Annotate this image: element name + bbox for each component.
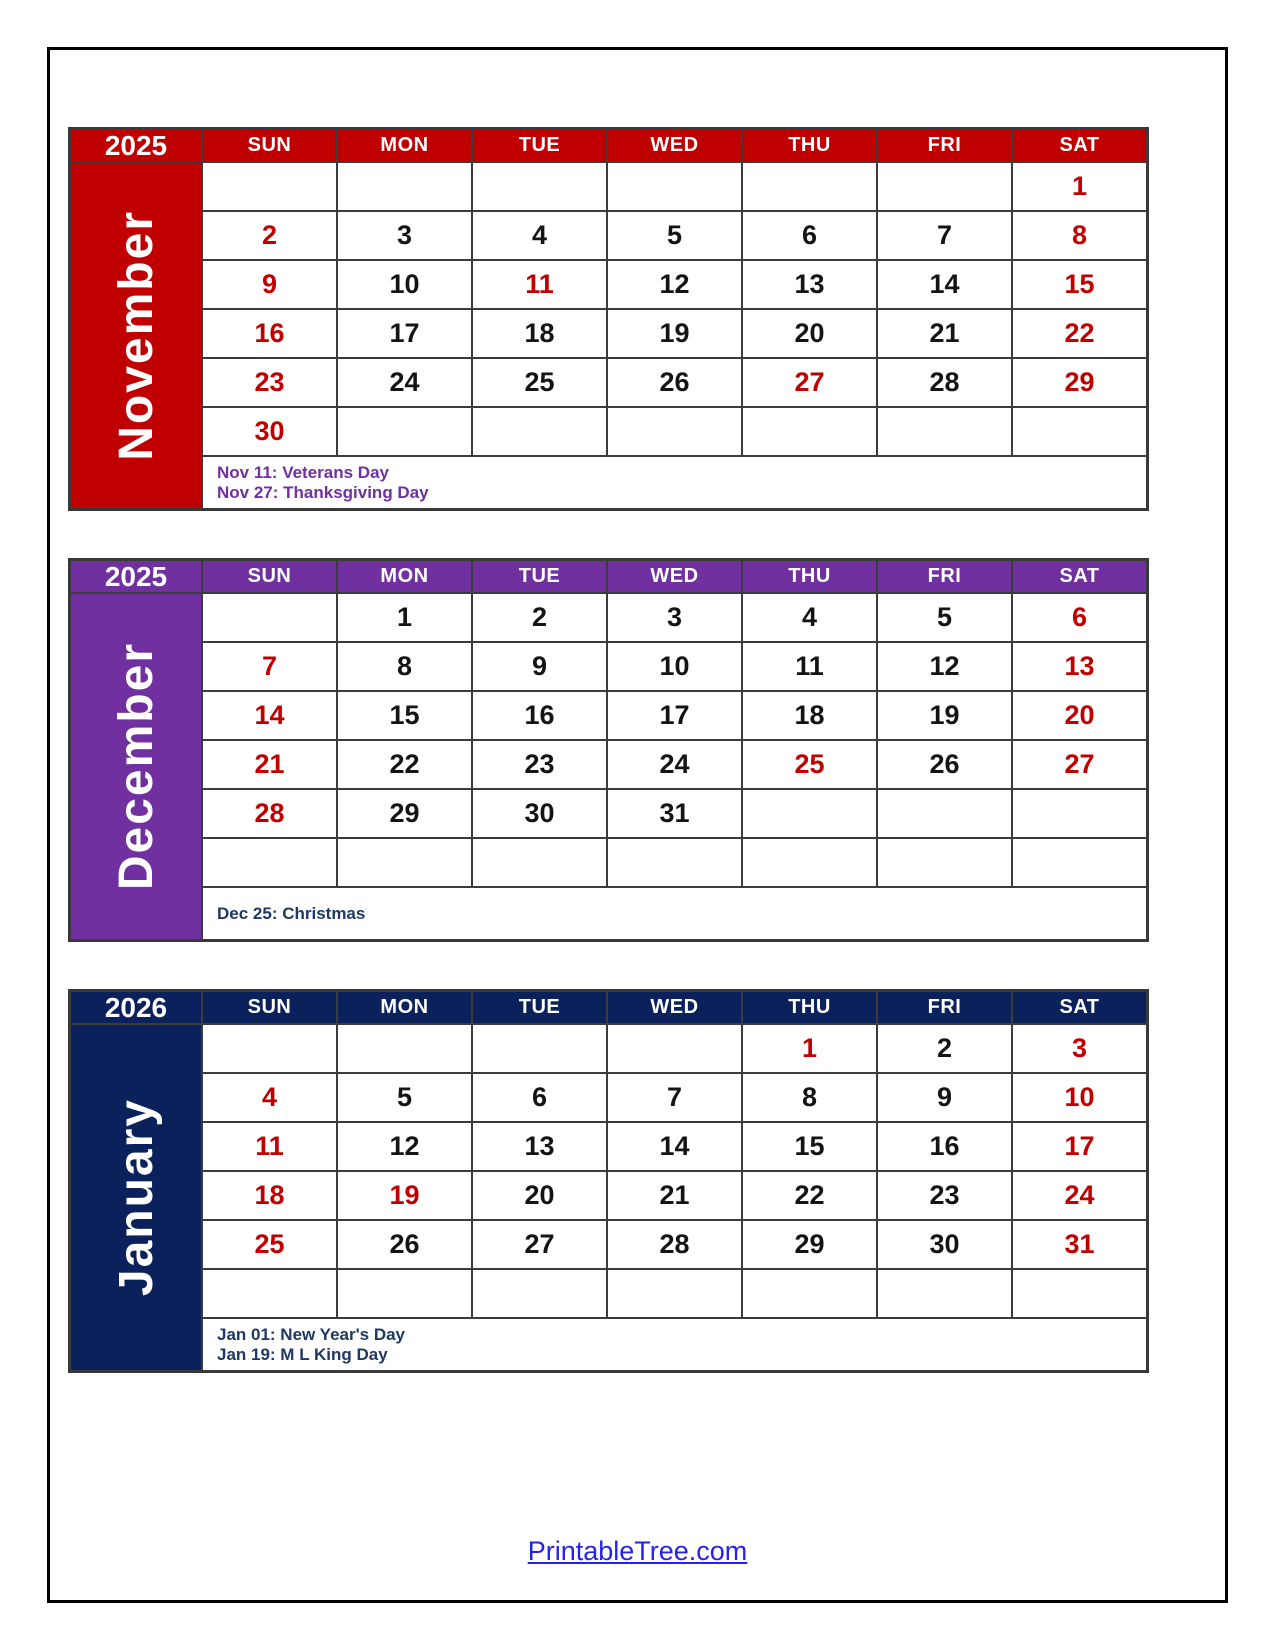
day-cell: 23 [877, 1171, 1012, 1220]
day-cell: 4 [202, 1073, 337, 1122]
holiday-line: Nov 27: Thanksgiving Day [217, 482, 429, 502]
day-cell: 3 [1012, 1024, 1147, 1073]
day-cell: 19 [337, 1171, 472, 1220]
day-cell [472, 162, 607, 211]
month-name-label: November [109, 210, 163, 461]
day-cell [202, 162, 337, 211]
day-cell [877, 407, 1012, 456]
day-header-wed: WED [607, 991, 742, 1024]
day-cell: 10 [607, 642, 742, 691]
day-cell: 15 [337, 691, 472, 740]
day-cell: 6 [742, 211, 877, 260]
day-cell: 13 [472, 1122, 607, 1171]
day-cell: 9 [202, 260, 337, 309]
day-cell: 27 [1012, 740, 1147, 789]
month-block-november [68, 127, 1149, 511]
footer-link[interactable]: PrintableTree.com [527, 1536, 748, 1566]
day-cell: 7 [877, 211, 1012, 260]
day-cell [1012, 407, 1147, 456]
day-header-tue: TUE [472, 560, 607, 593]
day-header-tue: TUE [472, 991, 607, 1024]
day-cell: 21 [607, 1171, 742, 1220]
day-cell: 17 [1012, 1122, 1147, 1171]
day-cell [202, 1024, 337, 1073]
day-cell [742, 1269, 877, 1318]
month-name-label: December [109, 642, 163, 891]
day-cell: 23 [472, 740, 607, 789]
day-cell [472, 1269, 607, 1318]
day-cell [877, 789, 1012, 838]
day-header-sun: SUN [202, 129, 337, 162]
day-cell: 7 [202, 642, 337, 691]
day-cell: 18 [202, 1171, 337, 1220]
day-cell: 20 [742, 309, 877, 358]
day-cell: 27 [472, 1220, 607, 1269]
day-cell: 14 [202, 691, 337, 740]
day-cell: 16 [202, 309, 337, 358]
day-cell [337, 1024, 472, 1073]
day-cell: 22 [742, 1171, 877, 1220]
day-cell: 4 [472, 211, 607, 260]
month-name-banner [70, 162, 202, 509]
day-cell: 13 [742, 260, 877, 309]
day-cell: 9 [877, 1073, 1012, 1122]
day-cell [337, 838, 472, 887]
day-cell: 8 [742, 1073, 877, 1122]
day-cell: 17 [337, 309, 472, 358]
day-header-sun: SUN [202, 991, 337, 1024]
day-cell [607, 407, 742, 456]
day-cell [742, 162, 877, 211]
day-cell [472, 838, 607, 887]
day-cell [1012, 838, 1147, 887]
day-cell [337, 407, 472, 456]
day-cell: 7 [607, 1073, 742, 1122]
day-cell [607, 838, 742, 887]
day-cell: 24 [607, 740, 742, 789]
day-cell: 26 [337, 1220, 472, 1269]
day-header-sat: SAT [1012, 560, 1147, 593]
day-cell: 27 [742, 358, 877, 407]
day-header-fri: FRI [877, 991, 1012, 1024]
day-cell: 16 [877, 1122, 1012, 1171]
day-cell: 8 [337, 642, 472, 691]
day-cell: 28 [607, 1220, 742, 1269]
day-header-mon: MON [337, 560, 472, 593]
day-cell: 17 [607, 691, 742, 740]
day-cell: 20 [472, 1171, 607, 1220]
day-header-thu: THU [742, 991, 877, 1024]
day-cell: 16 [472, 691, 607, 740]
day-cell: 18 [742, 691, 877, 740]
day-cell [742, 407, 877, 456]
holiday-line: Jan 01: New Year's Day [217, 1324, 406, 1344]
day-cell: 13 [1012, 642, 1147, 691]
day-cell [202, 1269, 337, 1318]
day-cell: 12 [607, 260, 742, 309]
month-block-january [68, 989, 1149, 1373]
day-cell: 14 [607, 1122, 742, 1171]
day-cell [877, 162, 1012, 211]
day-header-tue: TUE [472, 129, 607, 162]
day-cell: 29 [1012, 358, 1147, 407]
day-cell: 1 [1012, 162, 1147, 211]
day-header-wed: WED [607, 560, 742, 593]
day-cell: 29 [742, 1220, 877, 1269]
month-block-december [68, 558, 1149, 942]
day-cell: 3 [607, 593, 742, 642]
day-cell: 31 [1012, 1220, 1147, 1269]
day-cell: 2 [202, 211, 337, 260]
holiday-line: Dec 25: Christmas [217, 903, 366, 923]
day-header-sat: SAT [1012, 991, 1147, 1024]
day-header-mon: MON [337, 129, 472, 162]
day-cell [877, 838, 1012, 887]
day-header-sun: SUN [202, 560, 337, 593]
day-cell: 30 [877, 1220, 1012, 1269]
day-cell: 12 [877, 642, 1012, 691]
day-cell: 26 [607, 358, 742, 407]
day-cell: 25 [742, 740, 877, 789]
month-name-label: January [109, 1098, 163, 1297]
day-cell [337, 162, 472, 211]
day-header-thu: THU [742, 129, 877, 162]
day-cell [607, 1024, 742, 1073]
year-label: 2025 [70, 129, 202, 162]
day-cell: 28 [877, 358, 1012, 407]
holiday-line: Jan 19: M L King Day [217, 1344, 388, 1364]
day-cell [202, 593, 337, 642]
day-header-mon: MON [337, 991, 472, 1024]
day-cell [337, 1269, 472, 1318]
day-cell: 6 [1012, 593, 1147, 642]
month-name-banner [70, 1024, 202, 1371]
day-cell: 18 [472, 309, 607, 358]
holiday-notes [202, 456, 1147, 509]
day-cell [742, 789, 877, 838]
day-cell [607, 162, 742, 211]
day-cell [1012, 1269, 1147, 1318]
day-header-fri: FRI [877, 560, 1012, 593]
day-header-thu: THU [742, 560, 877, 593]
day-cell: 29 [337, 789, 472, 838]
day-cell [877, 1269, 1012, 1318]
day-cell: 21 [202, 740, 337, 789]
day-cell: 24 [1012, 1171, 1147, 1220]
holiday-notes [202, 887, 1147, 940]
day-cell: 22 [337, 740, 472, 789]
day-cell: 15 [1012, 260, 1147, 309]
day-cell: 19 [877, 691, 1012, 740]
holiday-line: Nov 11: Veterans Day [217, 462, 389, 482]
day-header-sat: SAT [1012, 129, 1147, 162]
day-cell: 14 [877, 260, 1012, 309]
day-cell: 28 [202, 789, 337, 838]
day-header-fri: FRI [877, 129, 1012, 162]
year-label: 2025 [70, 560, 202, 593]
month-name-banner [70, 593, 202, 940]
day-cell: 5 [607, 211, 742, 260]
day-cell: 8 [1012, 211, 1147, 260]
day-cell: 19 [607, 309, 742, 358]
day-cell [472, 407, 607, 456]
day-cell: 30 [472, 789, 607, 838]
day-cell: 22 [1012, 309, 1147, 358]
day-cell: 9 [472, 642, 607, 691]
day-cell: 25 [472, 358, 607, 407]
day-cell: 24 [337, 358, 472, 407]
day-cell: 11 [202, 1122, 337, 1171]
day-cell: 25 [202, 1220, 337, 1269]
day-cell: 31 [607, 789, 742, 838]
day-cell: 6 [472, 1073, 607, 1122]
day-cell: 21 [877, 309, 1012, 358]
day-cell: 30 [202, 407, 337, 456]
day-cell: 12 [337, 1122, 472, 1171]
day-cell [742, 838, 877, 887]
holiday-notes [202, 1318, 1147, 1371]
day-cell: 5 [337, 1073, 472, 1122]
day-cell: 11 [742, 642, 877, 691]
day-cell: 4 [742, 593, 877, 642]
day-cell: 5 [877, 593, 1012, 642]
day-cell: 2 [472, 593, 607, 642]
page-footer [0, 1536, 1275, 1567]
day-cell: 1 [337, 593, 472, 642]
day-header-wed: WED [607, 129, 742, 162]
day-cell: 23 [202, 358, 337, 407]
day-cell: 3 [337, 211, 472, 260]
day-cell: 20 [1012, 691, 1147, 740]
day-cell [202, 838, 337, 887]
day-cell: 10 [337, 260, 472, 309]
day-cell: 1 [742, 1024, 877, 1073]
day-cell: 2 [877, 1024, 1012, 1073]
day-cell: 10 [1012, 1073, 1147, 1122]
year-label: 2026 [70, 991, 202, 1024]
day-cell: 11 [472, 260, 607, 309]
day-cell: 26 [877, 740, 1012, 789]
day-cell [1012, 789, 1147, 838]
day-cell: 15 [742, 1122, 877, 1171]
day-cell [607, 1269, 742, 1318]
day-cell [472, 1024, 607, 1073]
